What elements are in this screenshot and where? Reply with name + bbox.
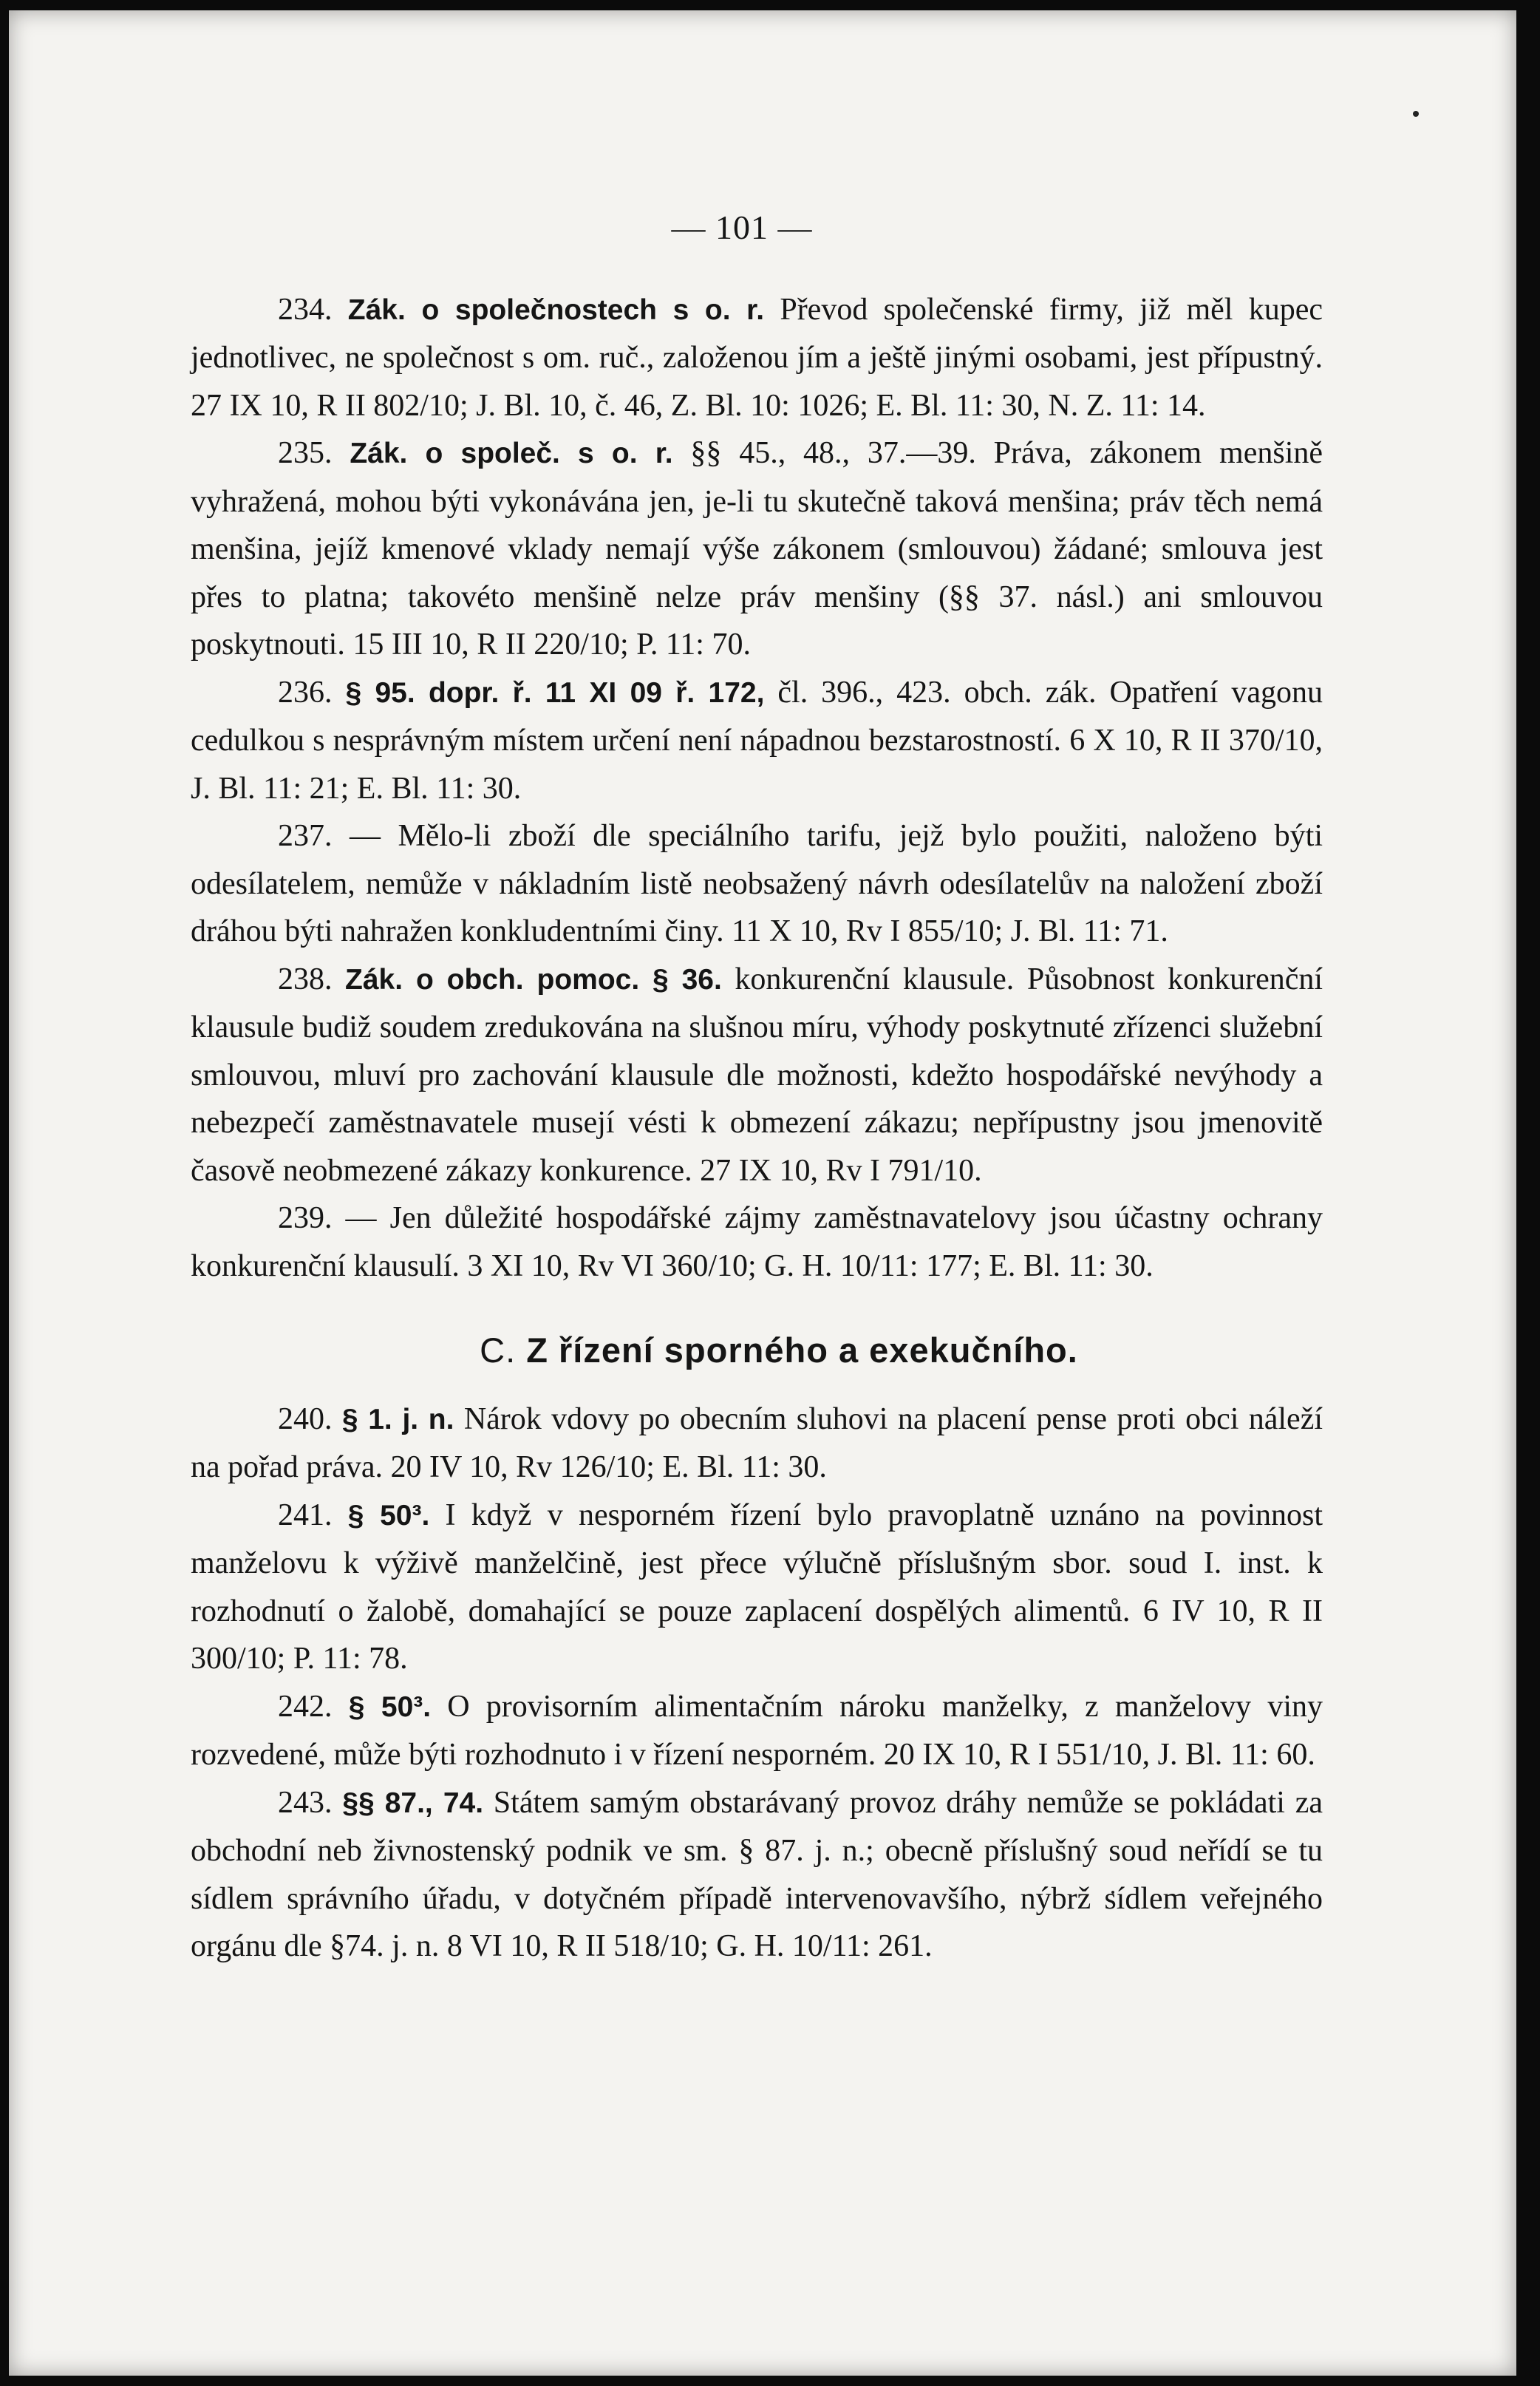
page-number: — 101 —	[671, 208, 813, 246]
entry-heading: § 50³.	[347, 1499, 430, 1532]
entry-text: — Jen důležité hospodářské zájmy zaměstnavatelovy jsou účastny ochrany konkurenční klausulí. 3 XI 10, Rv VI 360/10; G. H. 10/11: 177; E. Bl. 11: 30.	[191, 1201, 1323, 1283]
scanned-page	[9, 10, 1516, 2376]
page-content	[191, 204, 1323, 1971]
entry-number: 243.	[278, 1785, 333, 1820]
entry-243	[191, 1779, 1323, 1971]
entry-236	[191, 669, 1323, 813]
entry-text: Nárok vdovy po obecním sluhovi na placení pense proti obci náleží na pořad práva. 20 IV 10, Rv 126/10; E. Bl. 11: 30.	[191, 1401, 1323, 1484]
entry-text: Převod společenské firmy, již měl kupec jednotlivec, ne společnost s om. ruč., založenou jím a ještě jinými osobami, jest přípustný. 27 IX 10, R II 802/10; J. Bl. 10, č. 46, Z. Bl. 10: 1026; E. Bl. 11: 30, N. Z. 11: 14.	[191, 292, 1323, 423]
entry-240	[191, 1396, 1323, 1492]
entry-heading: Zák. o společnostech s o. r.	[347, 293, 765, 326]
entry-237	[191, 812, 1323, 956]
entry-heading: Zák. o společ. s o. r.	[350, 438, 673, 469]
entry-number: 242.	[278, 1689, 333, 1724]
entry-238	[191, 956, 1323, 1195]
entry-heading: § 95. dopr. ř. 11 XI 09 ř. 172,	[345, 676, 765, 709]
entry-number: 237.	[278, 819, 333, 853]
entry-number: 235.	[278, 436, 333, 470]
entry-heading: § 1. j. n.	[341, 1403, 454, 1435]
entry-text: O provisorním alimentačním nároku manželky, z manželovy viny rozvedené, může býti rozhodnuto i v řízení nesporném. 20 IX 10, R I 551/10, J. Bl. 11: 60.	[191, 1689, 1323, 1772]
entry-number: 234.	[278, 292, 333, 327]
entry-number: 236.	[278, 675, 333, 710]
entry-235	[191, 429, 1323, 669]
entry-text: I když v nesporném řízení bylo pravoplatně uznáno na povinnost manželovu k výživě manželčině, jest přece výlučně příslušným sbor. soud I. inst. k rozhodnutí o žalobě, domahající se pouze zaplacení dospělých alimentů. 6 IV 10, R II 300/10; P. 11: 78.	[191, 1498, 1323, 1676]
entry-234	[191, 286, 1323, 430]
entry-heading: § 50³.	[348, 1690, 432, 1723]
section-heading	[235, 1327, 1323, 1375]
entry-text: konkurenční klausule. Působnost konkurenční klausule budiž soudem zredukována na slušnou míru, výhody poskytnuté zřízenci služební smlouvou, mluví pro zachování klausule dle možnosti, kdežto hospodářské nevýhody a nebezpečí zaměstnavatele musejí vésti k obmezení zákazu; nepřípustny jsou jmenovitě časově neobmezené zákazy konkurence. 27 IX 10, Rv I 791/10.	[191, 962, 1323, 1188]
entry-number: 240.	[278, 1401, 333, 1436]
ink-speck	[1413, 111, 1419, 117]
entry-text: čl. 396., 423. obch. zák. Opatření vagonu cedulkou s nesprávným místem určení není nápadnou bezstarostností. 6 X 10, R II 370/10, J. Bl. 11: 21; E. Bl. 11: 30.	[191, 675, 1323, 806]
entry-text: Státem samým obstarávaný provoz dráhy nemůže se pokládati za obchodní neb živnostenský podnik ve sm. § 87. j. n.; obecně příslušný soud neřídí se tu sídlem správního úřadu, v dotyčném případě intervenovavšího, nýbrž sídlem veřejného orgánu dle §74. j. n. 8 VI 10, R II 518/10; G. H. 10/11: 261.	[191, 1785, 1323, 1963]
entry-number: 241.	[278, 1498, 333, 1532]
entry-number: 238.	[278, 962, 333, 996]
entry-text: — Mělo-li zboží dle speciálního tarifu, jejž bylo použiti, naloženo býti odesílatelem, nemůže v nákladním listě neobsažený návrh odesílatelův na naložení zboží dráhou býti nahražen konkludentními činy. 11 X 10, Rv I 855/10; J. Bl. 11: 71.	[191, 819, 1323, 948]
entry-241	[191, 1492, 1323, 1683]
entry-239	[191, 1194, 1323, 1290]
entry-number: 239.	[278, 1201, 333, 1235]
section-title: Z řízení sporného a exekučního.	[526, 1330, 1078, 1370]
section-letter: C.	[480, 1330, 517, 1370]
entry-text: §§ 45., 48., 37.—39. Práva, zákonem menšině vyhražená, mohou býti vykonávána jen, je-li tu skutečně taková menšina; práv těch nemá menšina, jejíž kmenové vklady nemají výše zákonem (smlouvou) žádané; smlouva jest přes to platna; takovéto menšině nelze práv menšiny (§§ 37. násl.) ani smlouvou poskytnouti. 15 III 10, R II 220/10; P. 11: 70.	[191, 436, 1323, 662]
entry-heading: Zák. o obch. pomoc. § 36.	[345, 963, 722, 996]
entry-heading: §§ 87., 74.	[342, 1787, 484, 1819]
entry-242	[191, 1683, 1323, 1779]
